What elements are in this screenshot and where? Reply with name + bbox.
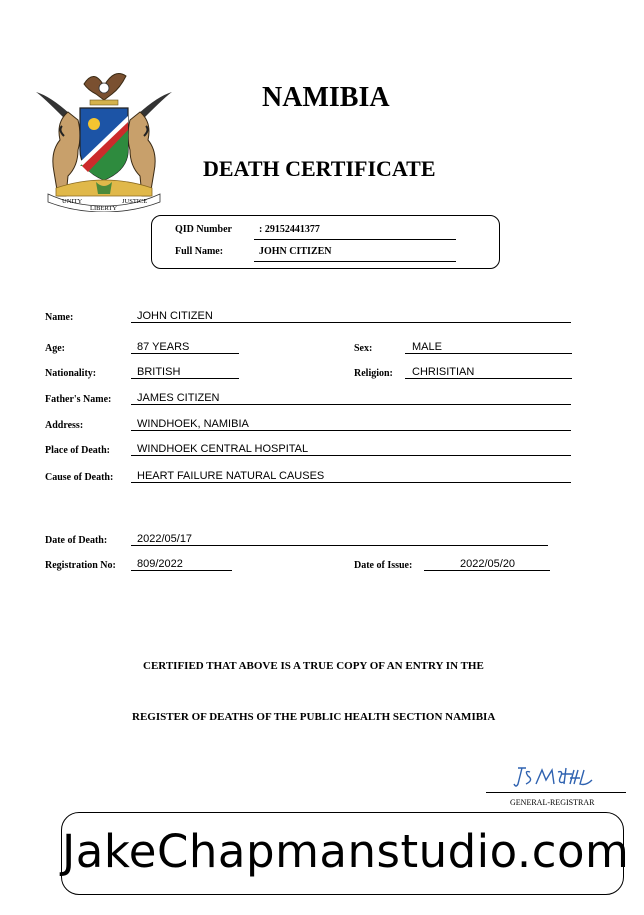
registration-no-label: Registration No: xyxy=(45,560,116,571)
registration-no-underline xyxy=(131,570,232,571)
cause-of-death-value: HEART FAILURE NATURAL CAUSES xyxy=(137,470,325,482)
date-of-issue-underline xyxy=(424,570,550,571)
signature-line xyxy=(486,792,626,793)
father-name-underline xyxy=(131,404,571,405)
qid-value: : 29152441377 xyxy=(259,224,320,235)
namibia-coat-of-arms-icon xyxy=(34,66,174,212)
address-underline xyxy=(131,430,571,431)
certification-line-1: CERTIFIED THAT ABOVE IS A TRUE COPY OF AN ENTRY IN THE xyxy=(143,660,484,672)
place-of-death-underline xyxy=(131,455,571,456)
date-of-death-value: 2022/05/17 xyxy=(137,533,193,545)
fullname-underline xyxy=(254,261,456,262)
address-value: WINDHOEK, NAMIBIA xyxy=(137,418,249,430)
father-name-label: Father's Name: xyxy=(45,394,112,405)
motto-justice: JUSTICE xyxy=(122,198,148,205)
name-underline xyxy=(131,322,571,323)
name-label: Name: xyxy=(45,312,74,323)
document-title: DEATH CERTIFICATE xyxy=(203,156,436,181)
date-of-issue-label: Date of Issue: xyxy=(354,560,413,571)
sex-underline xyxy=(405,353,572,354)
date-of-death-underline xyxy=(131,545,548,546)
name-value: JOHN CITIZEN xyxy=(137,310,213,322)
page-title: NAMIBIA xyxy=(262,82,390,113)
age-underline xyxy=(131,353,239,354)
nationality-label: Nationality: xyxy=(45,368,97,379)
fullname-value: JOHN CITIZEN xyxy=(259,246,332,257)
father-name-value: JAMES CITIZEN xyxy=(137,392,220,404)
cause-of-death-underline xyxy=(131,482,571,483)
cause-of-death-label: Cause of Death: xyxy=(45,472,114,483)
sex-value: MALE xyxy=(412,341,442,353)
nationality-underline xyxy=(131,378,239,379)
age-label: Age: xyxy=(45,343,65,354)
nationality-value: BRITISH xyxy=(137,366,181,378)
place-of-death-label: Place of Death: xyxy=(45,445,110,456)
age-value: 87 YEARS xyxy=(137,341,190,353)
qid-label: QID Number xyxy=(175,224,232,235)
motto-liberty: LIBERTY xyxy=(90,205,118,212)
religion-label: Religion: xyxy=(354,368,393,379)
date-of-issue-value: 2022/05/20 xyxy=(460,558,516,570)
address-label: Address: xyxy=(45,420,84,431)
place-of-death-value: WINDHOEK CENTRAL HOSPITAL xyxy=(137,443,309,455)
motto-unity: UNITY xyxy=(62,198,83,205)
certification-line-2: REGISTER OF DEATHS OF THE PUBLIC HEALTH SECTION NAMIBIA xyxy=(132,711,496,723)
religion-value: CHRISITIAN xyxy=(412,366,475,378)
religion-underline xyxy=(405,378,572,379)
handwritten-signature-icon xyxy=(512,762,598,790)
qid-underline xyxy=(254,239,456,240)
registration-no-value: 809/2022 xyxy=(137,558,183,570)
sex-label: Sex: xyxy=(354,343,373,354)
watermark-text: JakeChapmanstudio.com xyxy=(62,825,630,878)
signature-title: GENERAL-REGISTRAR xyxy=(510,798,595,807)
fullname-label: Full Name: xyxy=(175,246,224,257)
watermark-banner xyxy=(61,812,630,895)
date-of-death-label: Date of Death: xyxy=(45,535,108,546)
